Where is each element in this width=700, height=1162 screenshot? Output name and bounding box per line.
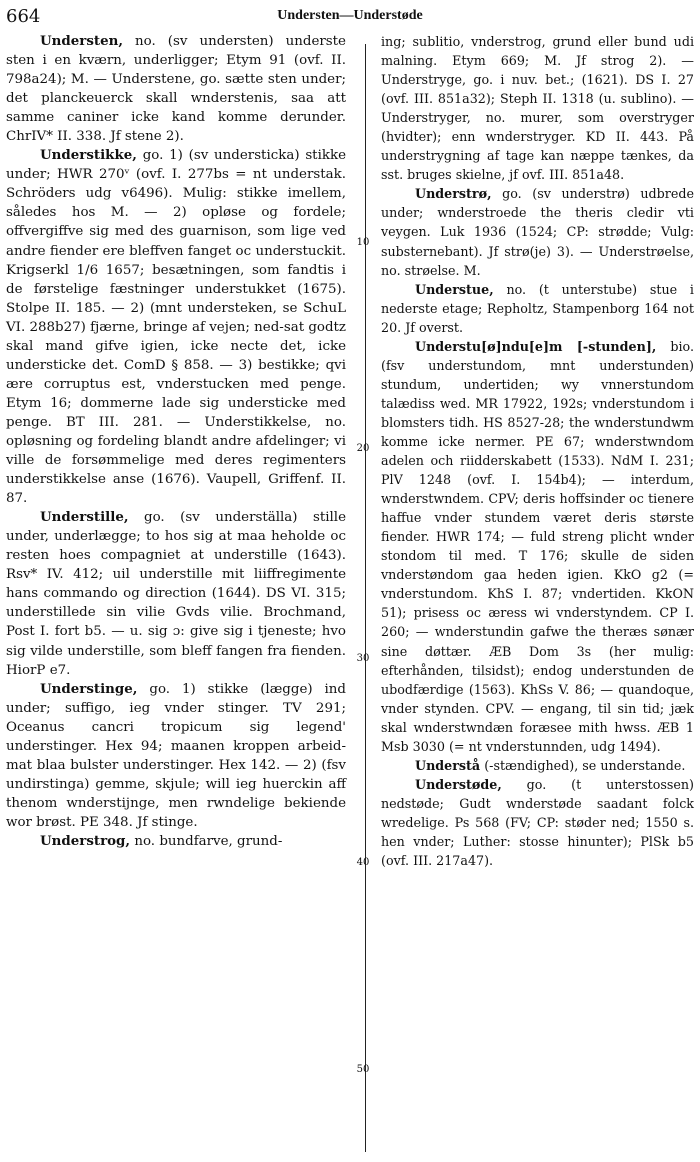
dictionary-entry [381,756,694,775]
dictionary-entry [381,775,694,870]
headword: Understille, [40,509,129,526]
line-number: 20 [356,443,370,454]
headword: Understå [415,757,481,773]
left-column [6,32,346,851]
entry-text: go. (sv underställa) stille under, underlægge; to hos sig at maa heholde oc resten hoes compagniet at understille (1643). Rsv* IV. 412; uil understille mit liiffregimente hans commando og direction (1644). DS VI. 315; understillede sin vilie Gvds vilie. Brochmand, Post I. fort b5. — u. sig ɔ: give sig i tjeneste; hvo sig vilde understille, som bleff fangen fra fienden. HiorP e7. [6,510,346,678]
dictionary-entry [6,32,346,146]
running-title: Understen—Understøde [277,8,423,23]
line-number: 50 [356,1064,370,1075]
entry-text: go. 1) (sv understicka) stikke under; HWR 270ᵛ (ovf. I. 277bs = nt understak. Schröders udg v6496). Mulig: stikke imellem, således hos M. — 2) opløse og fordele; offvergiffve sig med des guarnison, som lige ved andre fiender ere bleffven fanget oc understuckit. Krigserkl 1/6 1657; besætningen, som fandtis i de førstelige fæstninger understukket (1675). Stolpe II. 185. — 2) (mnt understeken, se SchuL VI. 288b27) fjærne, bringe af vejen; ned-sat godtz skal mand gifve igien, icke necte det, icke understicke det. ComD § 858. — 3) bestikke; qvi ære corruptus est, vnderstucken med penge. Etym 16; dommerne lade sig understicke med penge. BT III. 281. — Understikkelse, no. opløsning og fordeling blandt andre afdelinger; vi ville de forsømmelige med deres regimenters understikkelse anse (1676). Vaupell, Griffenf. II. 87. [6,148,347,507]
dictionary-entry [381,337,694,756]
dictionary-entry [381,280,694,337]
headword: Understen, [40,33,123,49]
dictionary-entry [381,184,694,279]
line-number: 40 [356,857,370,868]
headword: Understu[ø]ndu[e]m [-stunden], [415,338,657,354]
entry-text: (-stændighed), se understande. [484,757,686,773]
entry-text: bio. (fsv understundom, mnt understunden) stundum, undertiden; wy vnnerstundom talædiss wed. MR 17922, 192s; vnderstundom i blomsters tidh. HS 8527-28; the wnderstundwm komme icke nermer. PE 67; wnderstwndom adelen och riidderskabett (1533). NdM I. 231; PlV 1248 (ovf. I. 154b4); — interdum, wnderstwndem. CPV; deris hoffsinder oc tienere haffue vnder stundem været deris største fiender. HWR 174; — fuld streng plicht wnder stondom til med. T 176; skulle de siden vnderstøndom gaa heden igien. KkO g2 (= vnderstundom. KhS I. 87; vndertiden. KkON 51); prisess oc æress wi vnderstyndem. CP I. 260; — wnderstundin gafwe the theræs sønær sine døttær. ÆB Dom 3s (her mulig: efterhånden, tilsidst); endog understunden de ubodfærdige (1563). KhSs V. 86; — quandoque, vnder stynden. CPV. — engang, til sin tid; jæk skal wnderstwndæn foræsee mith hwss. ÆB 1 Msb 3030 (= nt vnderstunnden, udg 1494). [381,338,694,754]
headword: Understøde, [415,776,502,792]
dictionary-entry [6,146,346,508]
page-number: 664 [6,6,41,27]
headword: Understue, [415,281,494,297]
entry-text: no. (t unterstube) stue i nederste etage; Repholtz, Stampenborg 164 not 20. Jf overst. [381,281,694,335]
entry-text: no. (sv understen) underste sten i en kværn, underligger; Etym 91 (ovf. II. 798a24); M. — Understene, go. sætte sten under; det planckeuerck skall wnderstenis, saa att samme caniner icke kand komme derunder. ChrIV* II. 338. Jf stene 2). [6,34,346,145]
line-number: 30 [356,653,370,664]
page-header [6,6,694,28]
entry-text: go. 1) stikke (lægge) ind under; suffigo, ieg vnder stinger. TV 291; Oceanus cancri tropicum sig legend' understinger. Hex 94; maanen kroppen arbeid-mat blaa bulster understinger. Hex 142. — 2) (fsv undirstinga) gemme, skjule; will ieg huerckin aff thenom wnderstijnge, men rwndelige bekiende wor brøst. PE 348. Jf stinge. [6,681,346,830]
dictionary-entry [6,508,346,679]
headword: Understinge, [40,680,138,697]
column-divider [365,44,366,1152]
entry-text: ing; sublitio, vnderstrog, grund eller bund udi malning. Etym 669; M. Jf strog 2). — Understryge, go. i nuv. bet.; (1621). DS I. 27 (ovf. III. 851a32); Steph II. 1318 (u. sublino). — Understryger, no. murer, som overstryger (hvidter); enn wnderstryger. KD II. 443. På understrygning af tage kan næppe tænkes, da sst. bruges skielne, jf ovf. III. 851a48. [381,34,694,183]
right-column [381,32,694,870]
entry-text: no. bundfarve, grund- [134,833,283,849]
headword: Understikke, [40,147,137,164]
headword: Understrø, [415,186,492,202]
dictionary-entry [6,832,346,851]
entry-text: go. (t unterstossen) nedstøde; Gudt wnderstøde saadant folck wredelige. Ps 568 (FV; CP: støder ned; 1550 s. hen vnder; Luther: stosse hinunter); PlSk b5 (ovf. III. 217a47). [381,776,694,869]
dictionary-entry-continuation [381,32,694,184]
dictionary-entry [6,680,346,832]
line-number: 10 [356,237,370,248]
headword: Understrog, [40,832,131,849]
entry-text: go. (sv understrø) udbrede under; wnderstroede the theris cledir vti veygen. Luk 1936 (1524; CP: strødde; Vulg: substernebant). Jf strø(je) 3). — Understrøelse, no. strøelse. M. [381,186,694,278]
